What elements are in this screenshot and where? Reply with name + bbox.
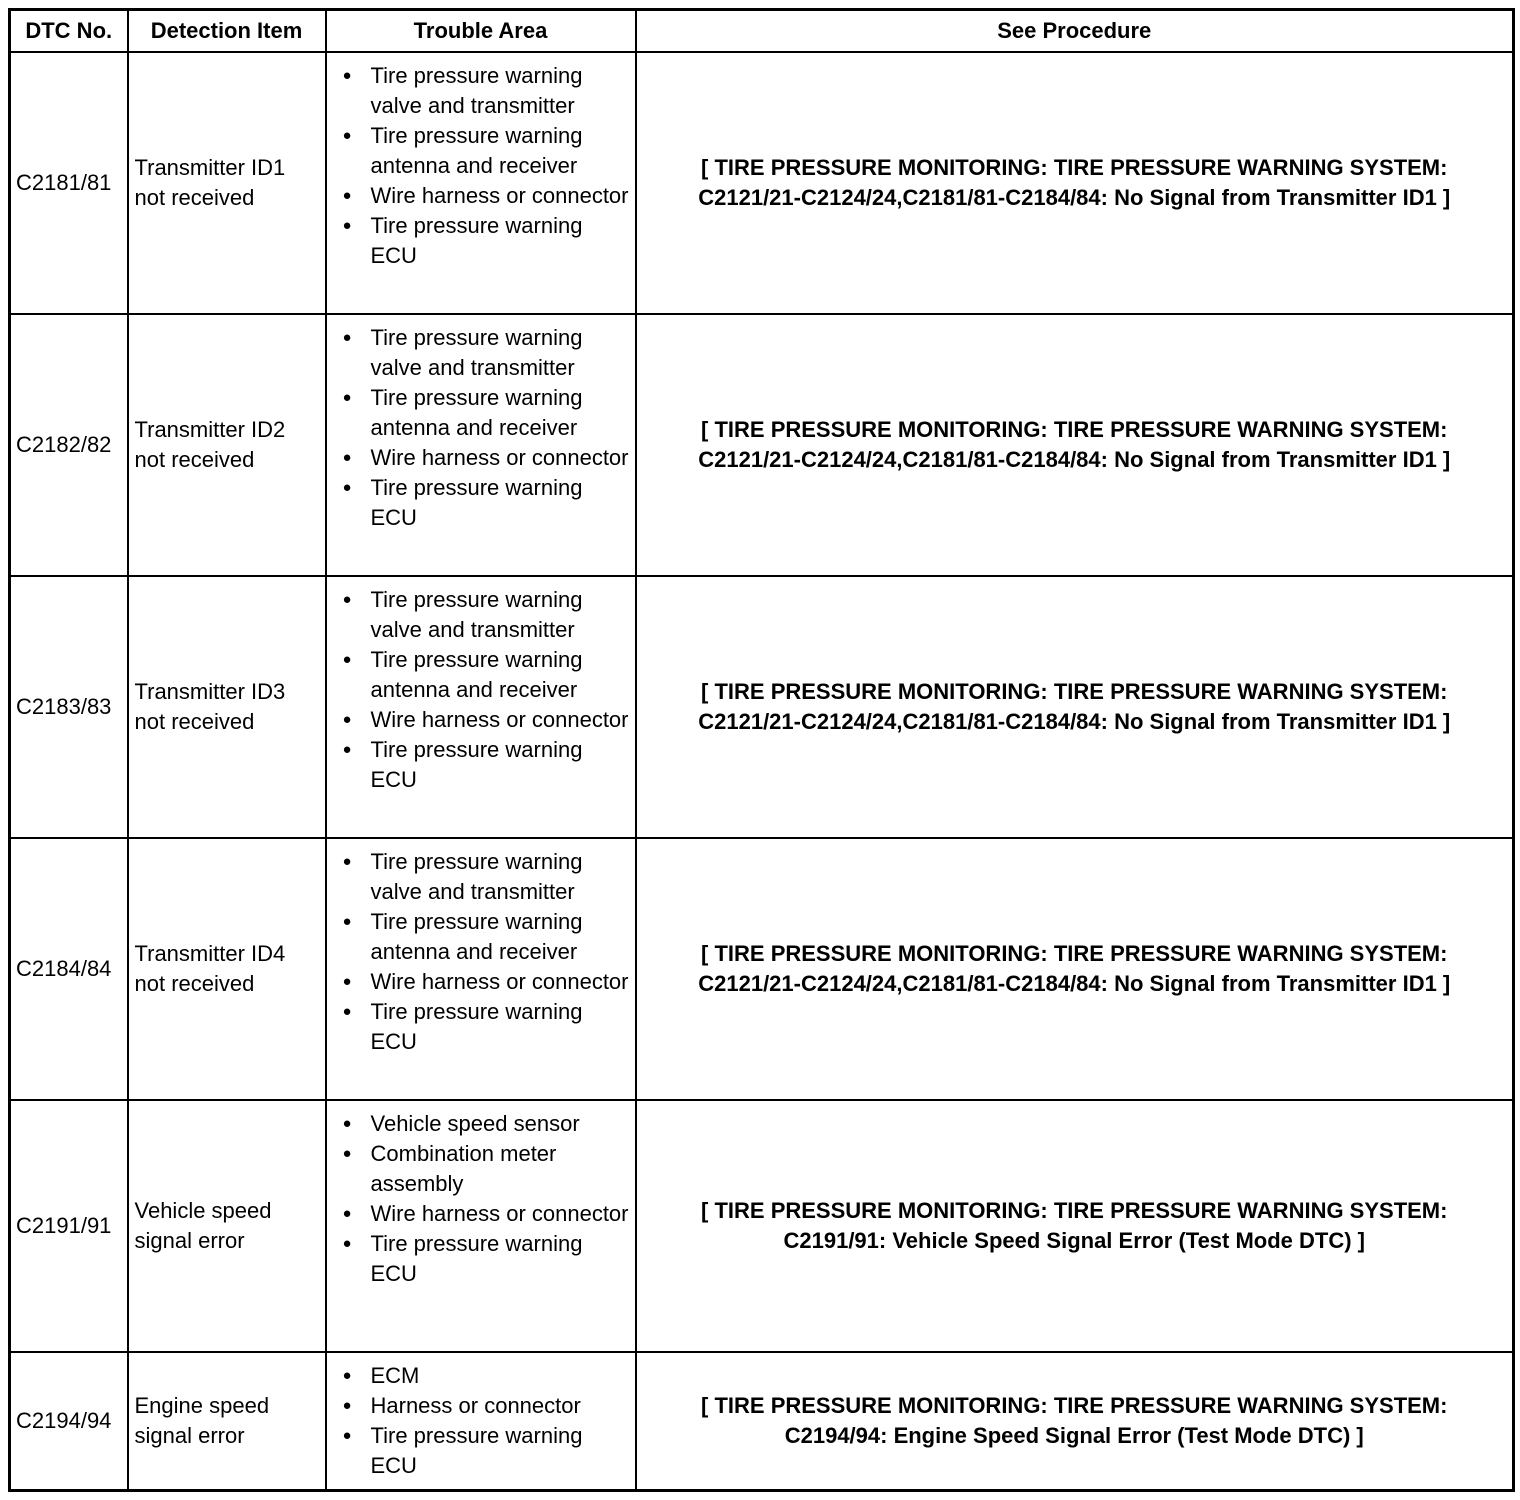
detection-item: Vehicle speed signal error <box>128 1100 326 1352</box>
procedure-line: [ TIRE PRESSURE MONITORING: TIRE PRESSURE WARNING SYSTEM: <box>701 417 1448 442</box>
trouble-area-cell <box>326 1352 636 1491</box>
trouble-area-cell <box>326 838 636 1100</box>
trouble-area-item: ● Tire pressure warning antenna and receiver <box>341 645 631 705</box>
procedure-cell <box>636 576 1514 838</box>
trouble-area-list <box>341 585 631 795</box>
table-row <box>10 838 1514 1100</box>
column-header-see-procedure: See Procedure <box>636 10 1514 53</box>
procedure-line: C2121/21-C2124/24,C2181/81-C2184/84: No Signal from Transmitter ID1 ] <box>698 971 1451 996</box>
trouble-area-item: ● Wire harness or connector <box>341 181 631 211</box>
column-header-dtc-no: DTC No. <box>10 10 128 53</box>
table-row <box>10 314 1514 576</box>
trouble-area-item: ● Combination meter assembly <box>341 1139 631 1199</box>
dtc-code: C2191/91 <box>10 1100 128 1352</box>
dtc-code: C2194/94 <box>10 1352 128 1491</box>
trouble-area-cell <box>326 314 636 576</box>
procedure-cell <box>636 314 1514 576</box>
procedure-cell <box>636 1352 1514 1491</box>
trouble-area-item: ● Tire pressure warning valve and transmitter <box>341 61 631 121</box>
procedure-line: C2121/21-C2124/24,C2181/81-C2184/84: No Signal from Transmitter ID1 ] <box>698 447 1451 472</box>
trouble-area-list <box>341 323 631 533</box>
trouble-area-item: ● Wire harness or connector <box>341 443 631 473</box>
trouble-area-list <box>341 1361 631 1481</box>
procedure-line: C2194/94: Engine Speed Signal Error (Test Mode DTC) ] <box>784 1423 1364 1448</box>
detection-item: Transmitter ID3 not received <box>128 576 326 838</box>
trouble-area-item: ● Tire pressure warning ECU <box>341 1229 631 1289</box>
trouble-area-item: ● Tire pressure warning antenna and receiver <box>341 121 631 181</box>
trouble-area-item: ● Tire pressure warning valve and transmitter <box>341 585 631 645</box>
trouble-area-item: ● Tire pressure warning antenna and receiver <box>341 907 631 967</box>
detection-item: Transmitter ID4 not received <box>128 838 326 1100</box>
table-row <box>10 576 1514 838</box>
dtc-chart-table <box>8 8 1515 1492</box>
trouble-area-item: ● Vehicle speed sensor <box>341 1109 631 1139</box>
trouble-area-cell <box>326 576 636 838</box>
procedure-line: C2121/21-C2124/24,C2181/81-C2184/84: No Signal from Transmitter ID1 ] <box>698 185 1451 210</box>
procedure-cell <box>636 1100 1514 1352</box>
trouble-area-item: ● Tire pressure warning ECU <box>341 211 631 271</box>
trouble-area-list <box>341 847 631 1057</box>
dtc-code: C2184/84 <box>10 838 128 1100</box>
trouble-area-cell <box>326 1100 636 1352</box>
procedure-line: C2191/91: Vehicle Speed Signal Error (Test Mode DTC) ] <box>783 1228 1366 1253</box>
trouble-area-item: ● Wire harness or connector <box>341 967 631 997</box>
trouble-area-item: ● Wire harness or connector <box>341 705 631 735</box>
procedure-line: [ TIRE PRESSURE MONITORING: TIRE PRESSURE WARNING SYSTEM: <box>701 1393 1448 1418</box>
dtc-code: C2183/83 <box>10 576 128 838</box>
detection-item: Transmitter ID2 not received <box>128 314 326 576</box>
trouble-area-cell <box>326 52 636 314</box>
header-row <box>10 10 1514 53</box>
dtc-code: C2181/81 <box>10 52 128 314</box>
table-row <box>10 1100 1514 1352</box>
procedure-cell <box>636 52 1514 314</box>
procedure-line: [ TIRE PRESSURE MONITORING: TIRE PRESSURE WARNING SYSTEM: <box>701 941 1448 966</box>
trouble-area-item: ● Tire pressure warning valve and transmitter <box>341 847 631 907</box>
trouble-area-list <box>341 1109 631 1289</box>
trouble-area-item: ● Tire pressure warning valve and transmitter <box>341 323 631 383</box>
trouble-area-item: ● Wire harness or connector <box>341 1199 631 1229</box>
trouble-area-item: ● Harness or connector <box>341 1391 631 1421</box>
procedure-line: C2121/21-C2124/24,C2181/81-C2184/84: No Signal from Transmitter ID1 ] <box>698 709 1451 734</box>
trouble-area-item: ● ECM <box>341 1361 631 1391</box>
table-row <box>10 52 1514 314</box>
detection-item: Engine speed signal error <box>128 1352 326 1491</box>
procedure-line: [ TIRE PRESSURE MONITORING: TIRE PRESSURE WARNING SYSTEM: <box>701 1198 1448 1223</box>
procedure-cell <box>636 838 1514 1100</box>
trouble-area-item: ● Tire pressure warning antenna and receiver <box>341 383 631 443</box>
trouble-area-list <box>341 61 631 271</box>
dtc-code: C2182/82 <box>10 314 128 576</box>
trouble-area-item: ● Tire pressure warning ECU <box>341 997 631 1057</box>
detection-item: Transmitter ID1 not received <box>128 52 326 314</box>
trouble-area-item: ● Tire pressure warning ECU <box>341 473 631 533</box>
procedure-line: [ TIRE PRESSURE MONITORING: TIRE PRESSURE WARNING SYSTEM: <box>701 679 1448 704</box>
table-row <box>10 1352 1514 1491</box>
trouble-area-item: ● Tire pressure warning ECU <box>341 1421 631 1481</box>
column-header-trouble-area: Trouble Area <box>326 10 636 53</box>
trouble-area-item: ● Tire pressure warning ECU <box>341 735 631 795</box>
procedure-line: [ TIRE PRESSURE MONITORING: TIRE PRESSURE WARNING SYSTEM: <box>701 155 1448 180</box>
column-header-detection-item: Detection Item <box>128 10 326 53</box>
